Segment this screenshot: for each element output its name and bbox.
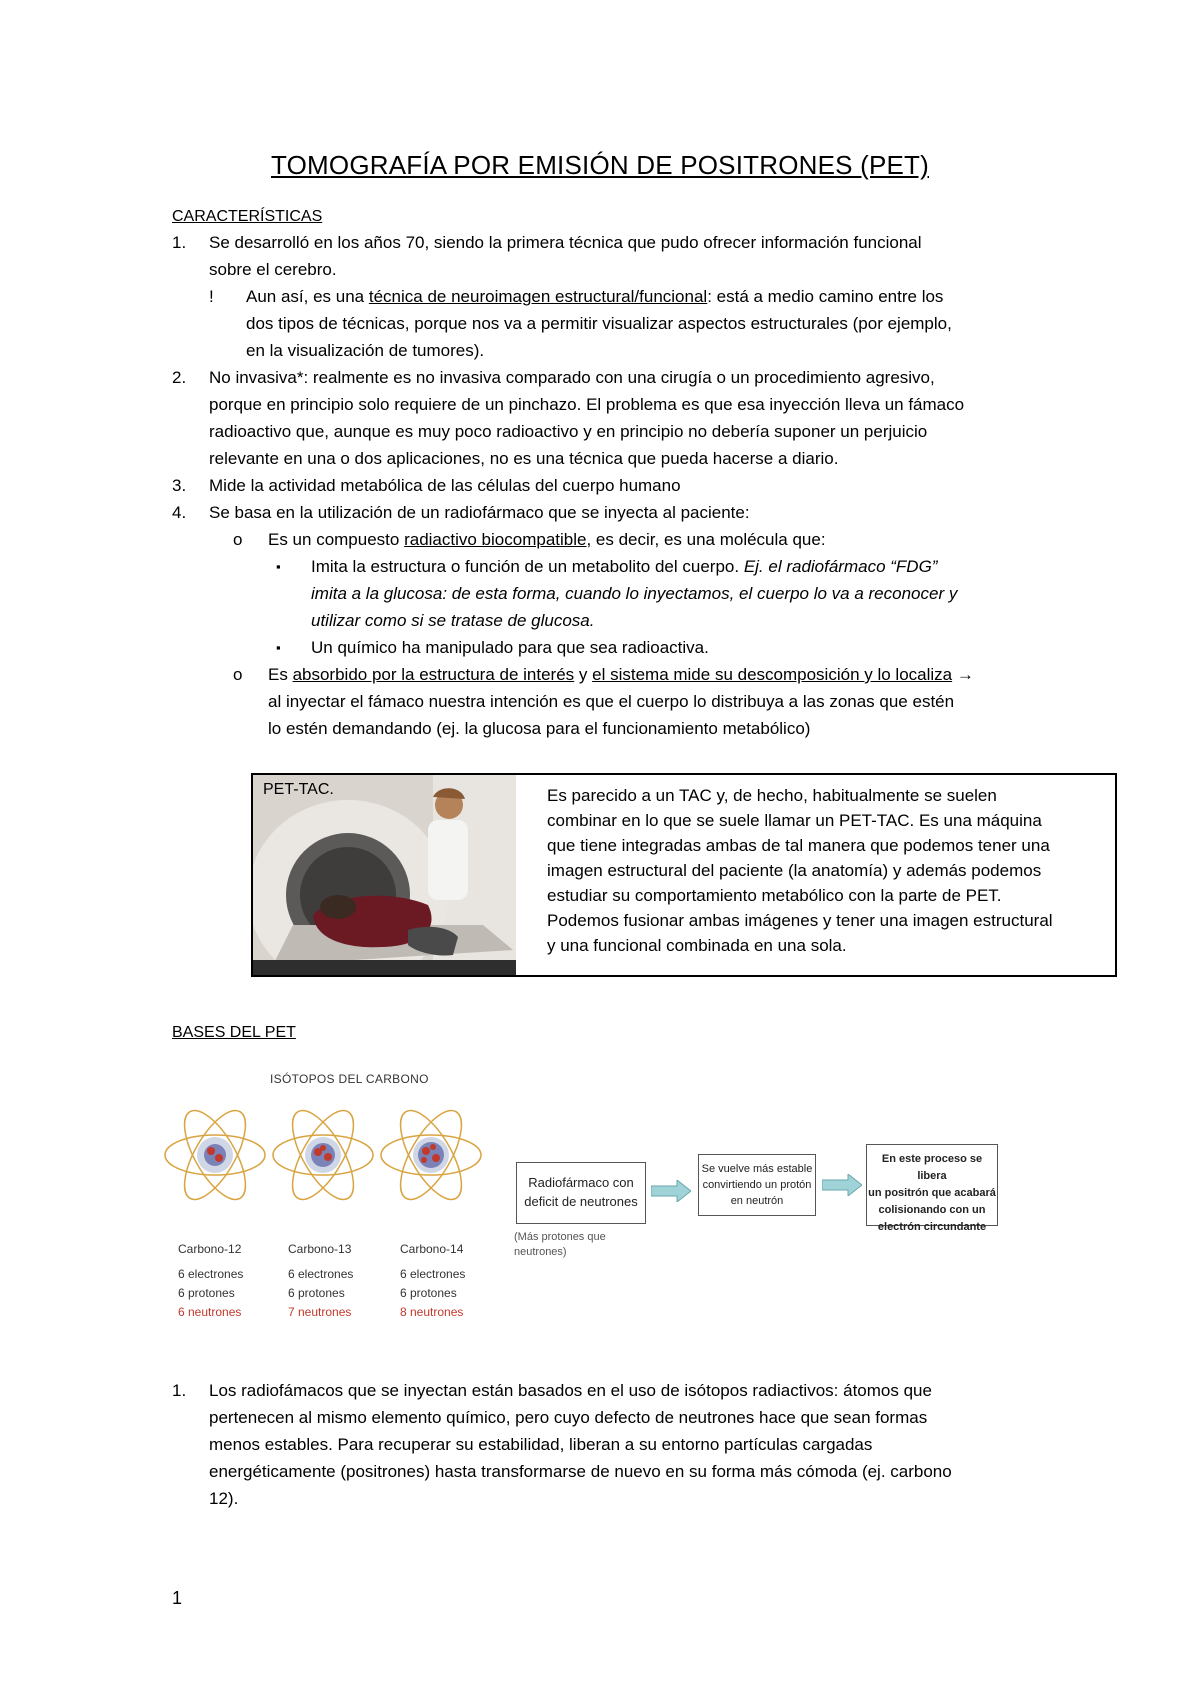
flow-text: en neutrón xyxy=(730,1195,784,1207)
text-line: radioactivo que, aunque es muy poco radioactivo y en principio no debería suponer un perjuicio xyxy=(209,422,928,441)
box-text-line: que tiene integradas ambas de tal manera que podemos tener una xyxy=(547,836,1050,855)
text-line: 12). xyxy=(209,1489,239,1508)
flow-text: deficit de neutrones xyxy=(524,1194,638,1209)
note-line: dos tipos de técnicas, porque nos va a permitir visualizar aspectos estructurales (por ejemplo, xyxy=(246,314,952,333)
list-number: 4. xyxy=(172,503,187,522)
pet-tac-description xyxy=(547,783,1107,958)
text-line: No invasiva*: realmente es no invasiva comparado con una cirugía o un procedimiento agresivo, xyxy=(209,368,935,387)
list-number: 1. xyxy=(172,1381,187,1400)
isotope-electrons: 6 electrones xyxy=(178,1267,244,1281)
section-heading-bases: BASES DEL PET xyxy=(172,1024,296,1041)
isotope-electrons: 6 electrones xyxy=(288,1267,354,1281)
flow-note: (Más protones que xyxy=(514,1231,606,1243)
flow-step-1 xyxy=(516,1162,646,1224)
isotope-protons: 6 protones xyxy=(288,1286,345,1300)
figure-title: ISÓTOPOS DEL CARBONO xyxy=(270,1072,429,1086)
sub-item-line: lo estén demandando (ej. la glucosa para el funcionamiento metabólico) xyxy=(268,719,811,738)
isotope-name: Carbono-12 xyxy=(178,1242,242,1256)
bullet-line: Un químico ha manipulado para que sea radioactiva. xyxy=(311,638,709,657)
flow-step-3 xyxy=(866,1144,998,1233)
flow-text: En este proceso se libera xyxy=(881,1153,983,1182)
square-bullet: ▪ xyxy=(276,640,281,655)
flow-step-1-note xyxy=(514,1230,606,1260)
arrow-right-icon xyxy=(651,1180,691,1202)
list-number: 1. xyxy=(172,233,187,252)
sub-bullet-marker: o xyxy=(233,665,243,684)
text-line: pertenecen al mismo elemento químico, pero cuyo defecto de neutrones hace que sean formas xyxy=(209,1408,928,1427)
carbon-13-label xyxy=(288,1240,353,1322)
flow-text: Radiofármaco con xyxy=(528,1175,634,1190)
bullet-line: utilizar como si se tratase de glucosa. xyxy=(311,611,595,630)
flow-note: neutrones) xyxy=(514,1246,567,1258)
flow-text: colisionando con un xyxy=(878,1204,986,1216)
box-text-line: imagen estructural del paciente (la anatomía) y además podemos xyxy=(547,861,1042,880)
text-line: energéticamente (positrones) hasta transformarse de nuevo en su forma más cómoda (ej. carbono xyxy=(209,1462,952,1481)
pet-tac-photo xyxy=(253,775,516,975)
carbon-13-atom-icon xyxy=(268,1100,378,1210)
sub-item-line: Es absorbido por la estructura de interés y el sistema mide su descomposición y lo localiza → xyxy=(268,665,974,684)
flow-text: electrón circundante xyxy=(877,1221,987,1233)
text-line: Se desarrolló en los años 70, siendo la primera técnica que pudo ofrecer información funcional xyxy=(209,233,922,252)
isotope-neutrons: 8 neutrones xyxy=(400,1305,464,1319)
box-text-line: y una funcional combinada en una sola. xyxy=(547,936,847,955)
isotope-protons: 6 protones xyxy=(178,1286,235,1300)
note-line: en la visualización de tumores). xyxy=(246,341,485,360)
flow-text: convirtiendo un protón xyxy=(702,1179,812,1191)
text-line: sobre el cerebro. xyxy=(209,260,337,279)
flow-text: un positrón que acabará xyxy=(868,1187,996,1199)
isotope-name: Carbono-14 xyxy=(400,1242,464,1256)
isotope-electrons: 6 electrones xyxy=(400,1267,466,1281)
text-line: menos estables. Para recuperar su estabilidad, liberan a su entorno partículas cargadas xyxy=(209,1435,873,1454)
flow-step-2 xyxy=(698,1154,816,1216)
arrow-right-icon xyxy=(822,1174,862,1196)
bullet-line: Imita la estructura o función de un metabolito del cuerpo. Ej. el radiofármaco “FDG” xyxy=(311,557,938,576)
text-line: Mide la actividad metabólica de las células del cuerpo humano xyxy=(209,476,681,495)
photo-label: PET-TAC. xyxy=(263,781,334,798)
carbon-14-label xyxy=(400,1240,465,1322)
carbon-12-label xyxy=(178,1240,243,1322)
flow-text: Se vuelve más estable xyxy=(701,1163,813,1175)
box-text-line: Es parecido a un TAC y, de hecho, habitualmente se suelen xyxy=(547,786,997,805)
isotope-protons: 6 protones xyxy=(400,1286,457,1300)
isotope-neutrons: 6 neutrones xyxy=(178,1305,242,1319)
bullet-line: imita a la glucosa: de esta forma, cuando lo inyectamos, el cuerpo lo va a reconocer y xyxy=(311,584,958,603)
box-text-line: combinar en lo que se suele llamar un PET-TAC. Es una máquina xyxy=(547,811,1042,830)
text-line: Los radiofámacos que se inyectan están basados en el uso de isótopos radiactivos: átomos que xyxy=(209,1381,932,1400)
note-marker: ! xyxy=(209,287,214,306)
section-heading-caracteristicas: CARACTERÍSTICAS xyxy=(172,208,323,225)
text-line: porque en principio solo requiere de un pinchazo. El problema es que esa inyección lleva un fámaco xyxy=(209,395,965,414)
list-number: 2. xyxy=(172,368,187,387)
isotope-name: Carbono-13 xyxy=(288,1242,352,1256)
note-line: Aun así, es una técnica de neuroimagen estructural/funcional: está a medio camino entre los xyxy=(246,287,944,306)
page-title: TOMOGRAFÍA POR EMISIÓN DE POSITRONES (PET) xyxy=(271,150,929,180)
page-number: 1 xyxy=(172,1588,183,1608)
pet-tac-box xyxy=(251,773,1117,977)
sub-bullet-marker: o xyxy=(233,530,243,549)
box-text-line: estudiar su comportamiento metabólico con la parte de PET. xyxy=(547,886,1002,905)
carbon-14-atom-icon xyxy=(376,1100,486,1210)
square-bullet: ▪ xyxy=(276,559,281,574)
pet-tac-scanner-illustration xyxy=(253,775,516,975)
sub-item-line: al inyectar el fámaco nuestra intención es que el cuerpo lo distribuya a las zonas que estén xyxy=(268,692,955,711)
sub-item-line: Es un compuesto radiactivo biocompatible, es decir, es una molécula que: xyxy=(268,530,826,549)
isotope-neutrons: 7 neutrones xyxy=(288,1305,352,1319)
list-number: 3. xyxy=(172,476,187,495)
text-line: relevante en una o dos aplicaciones, no es una técnica que pueda hacerse a diario. xyxy=(209,449,839,468)
isotopes-figure xyxy=(160,1070,1060,1340)
box-text-line: Podemos fusionar ambas imágenes y tener una imagen estructural xyxy=(547,911,1053,930)
text-line: Se basa en la utilización de un radiofármaco que se inyecta al paciente: xyxy=(209,503,750,522)
carbon-12-atom-icon xyxy=(160,1100,270,1210)
